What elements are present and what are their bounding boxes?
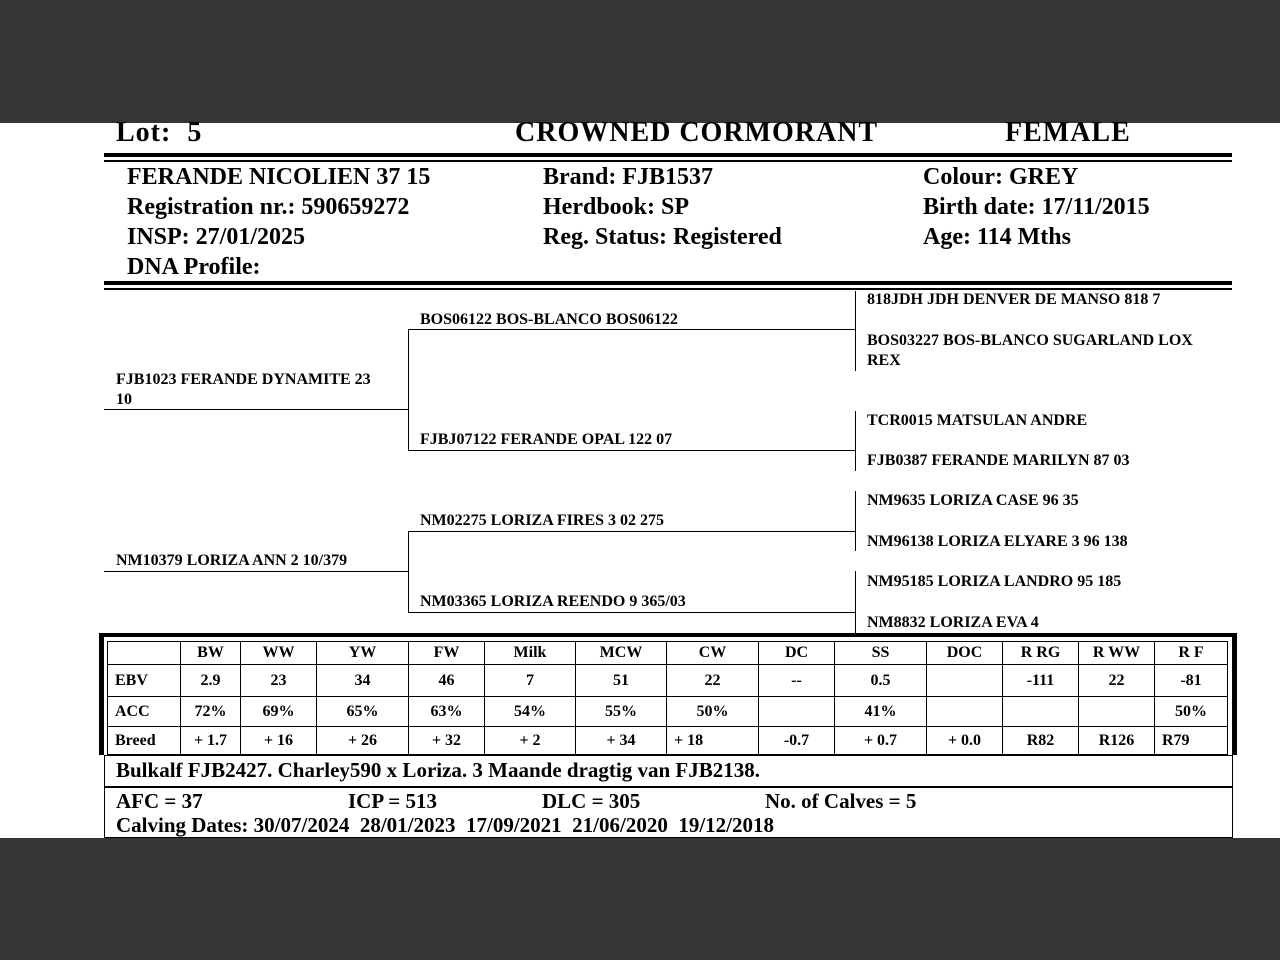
- info-rule-thick: [104, 281, 1232, 285]
- ebv-cell: [1003, 697, 1079, 727]
- ebv-cell: ACC: [108, 697, 181, 727]
- pedigree-connector: [855, 291, 856, 371]
- pedigree-gen3-8: NM8832 LORIZA EVA 4: [867, 614, 1039, 631]
- ebv-cell: 54%: [485, 697, 576, 727]
- pedigree-dam: NM10379 LORIZA ANN 2 10/379: [116, 552, 348, 569]
- pedigree-gen3-7: NM95185 LORIZA LANDRO 95 185: [867, 573, 1122, 590]
- pedigree-sire-line2: 10: [116, 391, 132, 408]
- ebv-header-cell: Milk: [485, 642, 576, 665]
- afc: AFC = 37: [116, 789, 203, 813]
- ebv-cell: + 0.0: [927, 727, 1003, 755]
- herdbook: Herdbook: SP: [543, 194, 690, 220]
- ebv-cell: + 2: [485, 727, 576, 755]
- breeder-name: CROWNED CORMORANT: [515, 117, 879, 148]
- pedigree-line: [408, 531, 855, 532]
- ebv-cell: 7: [485, 665, 576, 697]
- pedigree-sire-line1: FJB1023 FERANDE DYNAMITE 23: [116, 371, 371, 388]
- ebv-frame-top: [99, 633, 1237, 637]
- ebv-row-breed: [108, 727, 1228, 755]
- ebv-cell: 50%: [667, 697, 759, 727]
- ebv-header-cell: DOC: [927, 642, 1003, 665]
- pedigree-connector: [855, 411, 856, 471]
- ebv-cell: 69%: [241, 697, 317, 727]
- ebv-header-cell: YW: [317, 642, 409, 665]
- ebv-cell: + 26: [317, 727, 409, 755]
- ebv-header-cell: SS: [835, 642, 927, 665]
- info-right: [923, 162, 1150, 252]
- pedigree-dam-sire: NM02275 LORIZA FIRES 3 02 275: [420, 512, 665, 529]
- lot-label: [116, 117, 202, 149]
- ebv-cell: 63%: [409, 697, 485, 727]
- ebv-header-cell: CW: [667, 642, 759, 665]
- dlc: DLC = 305: [542, 789, 641, 813]
- ebv-cell: + 1.7: [181, 727, 241, 755]
- pedigree-line: [408, 612, 855, 613]
- pedigree-gen3-2-line2: REX: [867, 352, 901, 369]
- pedigree-sire-dam: FJBJ07122 FERANDE OPAL 122 07: [420, 431, 673, 448]
- ebv-header-row: [108, 642, 1228, 665]
- pedigree-gen3-2-line1: BOS03227 BOS-BLANCO SUGARLAND LOX: [867, 332, 1193, 349]
- pedigree-sire: [116, 370, 371, 410]
- ebv-cell: 51: [576, 665, 667, 697]
- ebv-cell: 72%: [181, 697, 241, 727]
- ebv-cell: [759, 697, 835, 727]
- ebv-cell: [927, 697, 1003, 727]
- number-of-calves: No. of Calves = 5: [765, 789, 917, 813]
- ebv-cell: EBV: [108, 665, 181, 697]
- ebv-header-cell: WW: [241, 642, 317, 665]
- ebv-cell: R79: [1155, 727, 1228, 755]
- brand: Brand: FJB1537: [543, 164, 714, 190]
- ebv-cell: R82: [1003, 727, 1079, 755]
- ebv-cell: 2.9: [181, 665, 241, 697]
- ebv-table: [107, 641, 1228, 755]
- ebv-cell: 0.5: [835, 665, 927, 697]
- ebv-cell: 23: [241, 665, 317, 697]
- comment-text: Bulkalf FJB2427. Charley590 x Loriza. 3 Maande dragtig van FJB2138.: [116, 758, 761, 782]
- ebv-frame-left: [99, 633, 104, 755]
- ebv-cell: + 16: [241, 727, 317, 755]
- ebv-cell: 65%: [317, 697, 409, 727]
- ebv-cell: + 18: [667, 727, 759, 755]
- ebv-header-cell: R RG: [1003, 642, 1079, 665]
- ebv-cell: [927, 665, 1003, 697]
- colour: Colour: GREY: [923, 164, 1079, 190]
- ebv-cell: 55%: [576, 697, 667, 727]
- ebv-cell: + 32: [409, 727, 485, 755]
- pedigree-connector: [855, 571, 856, 633]
- ebv-cell: 34: [317, 665, 409, 697]
- ebv-header-cell: MCW: [576, 642, 667, 665]
- ebv-cell: [1079, 697, 1155, 727]
- lot-sheet: [0, 117, 1280, 838]
- ebv-cell: 22: [667, 665, 759, 697]
- ebv-header-cell: BW: [181, 642, 241, 665]
- icp: ICP = 513: [348, 789, 437, 813]
- ebv-header-cell: DC: [759, 642, 835, 665]
- info-middle: [543, 162, 782, 252]
- pedigree-gen3-1: 818JDH JDH DENVER DE MANSO 818 7: [867, 291, 1161, 308]
- ebv-cell: + 0.7: [835, 727, 927, 755]
- animal-name: FERANDE NICOLIEN 37 15: [127, 164, 431, 190]
- age: Age: 114 Mths: [923, 224, 1071, 250]
- ebv-frame-right: [1232, 633, 1237, 755]
- ebv-header-cell: [108, 642, 181, 665]
- ebv-cell: R126: [1079, 727, 1155, 755]
- header-rule-thick: [104, 153, 1232, 157]
- ebv-cell: 22: [1079, 665, 1155, 697]
- dna-profile: DNA Profile:: [127, 254, 261, 280]
- pedigree-line: [104, 409, 409, 410]
- ebv-cell: -81: [1155, 665, 1228, 697]
- ebv-cell: 50%: [1155, 697, 1228, 727]
- ebv-header-cell: FW: [409, 642, 485, 665]
- pedigree-dam-dam: NM03365 LORIZA REENDO 9 365/03: [420, 593, 686, 610]
- registration-number: Registration nr.: 590659272: [127, 194, 410, 220]
- calving-dates: Calving Dates: 30/07/2024 28/01/2023 17/09/2021 21/06/2020 19/12/2018: [116, 813, 775, 837]
- ebv-cell: -111: [1003, 665, 1079, 697]
- pedigree-connector: [855, 491, 856, 551]
- ebv-cell: Breed: [108, 727, 181, 755]
- ebv-cell: -0.7: [759, 727, 835, 755]
- pedigree-sire-sire: BOS06122 BOS-BLANCO BOS06122: [420, 311, 678, 328]
- sex-label: FEMALE: [1005, 117, 1131, 148]
- ebv-row-acc: [108, 697, 1228, 727]
- ebv-cell: 46: [409, 665, 485, 697]
- lot-label-text: Lot:: [116, 117, 172, 148]
- pedigree-gen3-4: FJB0387 FERANDE MARILYN 87 03: [867, 452, 1130, 469]
- ebv-header-cell: R F: [1155, 642, 1228, 665]
- ebv-header-cell: R WW: [1079, 642, 1155, 665]
- pedigree-line: [104, 571, 409, 572]
- ebv-cell: 41%: [835, 697, 927, 727]
- info-left: [127, 162, 430, 282]
- pedigree-line: [408, 450, 855, 451]
- birth-date: Birth date: 17/11/2015: [923, 194, 1150, 220]
- pedigree-gen3-3: TCR0015 MATSULAN ANDRE: [867, 412, 1088, 429]
- pedigree-line: [408, 329, 855, 330]
- pedigree-gen3-6: NM96138 LORIZA ELYARE 3 96 138: [867, 533, 1128, 550]
- ebv-cell: + 34: [576, 727, 667, 755]
- pedigree-connector: [408, 531, 409, 612]
- pedigree-gen3-5: NM9635 LORIZA CASE 96 35: [867, 492, 1079, 509]
- pedigree-connector: [408, 329, 409, 451]
- ebv-cell: --: [759, 665, 835, 697]
- pedigree-gen3-2: [867, 331, 1193, 371]
- insp-date: INSP: 27/01/2025: [127, 224, 306, 250]
- reg-status: Reg. Status: Registered: [543, 224, 782, 250]
- lot-number: 5: [187, 117, 203, 148]
- ebv-row-ebv: [108, 665, 1228, 697]
